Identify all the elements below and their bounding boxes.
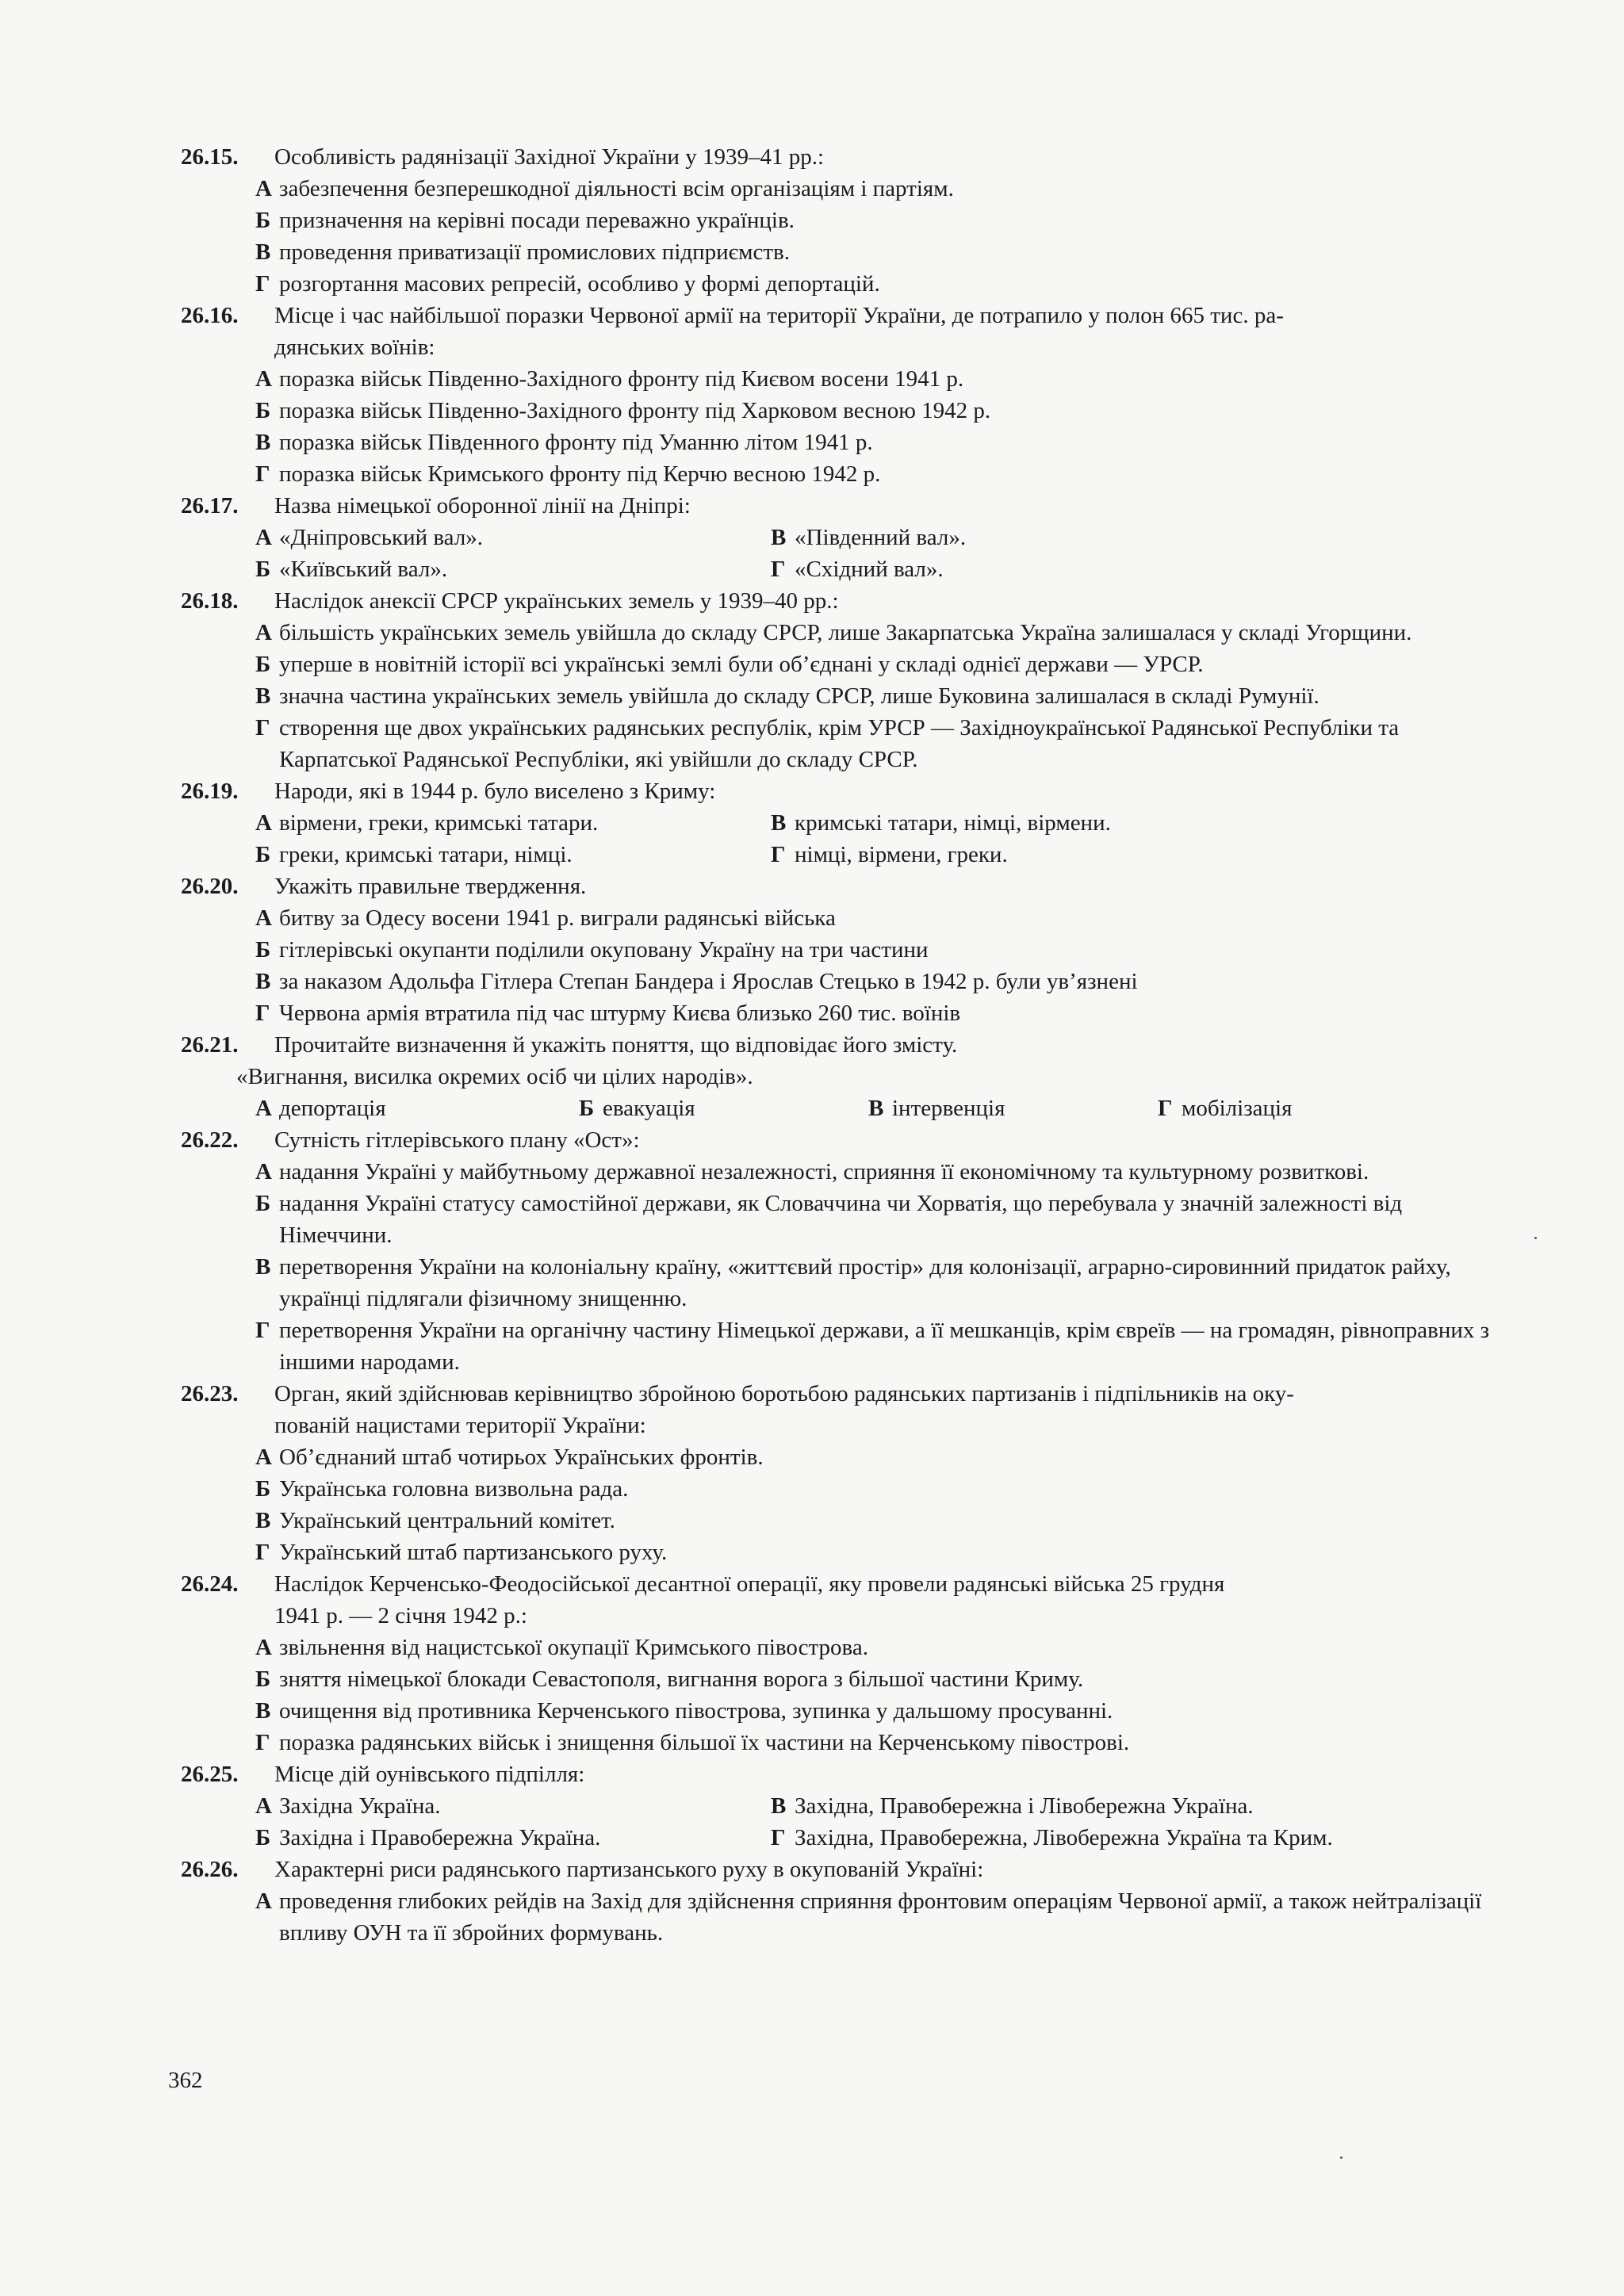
answer-option — [255, 205, 1497, 236]
answer-option — [255, 617, 1497, 649]
answer-option — [771, 1822, 1497, 1854]
option-text: депортація — [279, 1096, 386, 1121]
option-letter: В — [255, 683, 271, 709]
option-text: «Східний вал». — [795, 557, 944, 582]
question-line — [181, 490, 1497, 522]
answer-option — [771, 807, 1497, 839]
answer-option — [255, 966, 1497, 997]
option-text: Об’єднаний штаб чотирьох Українських фронтів. — [279, 1445, 764, 1470]
question-line — [181, 775, 1497, 807]
option-letter: Г — [771, 1825, 786, 1850]
option-letter: Б — [255, 1825, 271, 1850]
question-block — [181, 1758, 1497, 1854]
answer-option — [255, 1632, 1497, 1663]
question-number: 26.17. — [181, 493, 239, 519]
option-text: зняття німецької блокади Севастополя, вигнання ворога з більшої частини Криму. — [279, 1667, 1084, 1692]
option-text: більшість українських земель увійшла до складу СРСР, лише Закарпатська Україна залишалася у складі Угорщини. — [279, 620, 1412, 645]
answer-options — [181, 363, 1497, 490]
option-letter: Б — [255, 1476, 271, 1502]
option-letter: Г — [255, 715, 270, 740]
question-number: 26.24. — [181, 1571, 239, 1597]
option-text: значна частина українських земель увійшла до складу СРСР, лише Буковина залишалася в складі Румунії. — [279, 683, 1320, 709]
question-text: Народи, які в 1944 р. було виселено з Криму: — [274, 779, 716, 804]
option-letter: Г — [771, 842, 786, 867]
answer-option — [255, 934, 1497, 966]
option-letter: Г — [255, 1318, 270, 1343]
question-line — [181, 585, 1497, 617]
option-text: Західна Україна. — [279, 1793, 441, 1819]
answer-option — [771, 522, 1497, 553]
option-letter: А — [255, 176, 272, 201]
question-block — [181, 490, 1497, 585]
question-text: Орган, який здійснював керівництво збройною боротьбою радянських партизанів і підпільників на оку- — [274, 1381, 1294, 1406]
option-text: евакуація — [603, 1096, 695, 1121]
question-text: Наслідок анексії СРСР українських земель у 1939–40 рр.: — [274, 588, 839, 614]
option-text: проведення приватизації промислових підприємств. — [279, 239, 790, 265]
option-text: кримські татари, німці, вірмени. — [795, 810, 1111, 836]
option-letter: В — [255, 239, 271, 265]
answer-options — [181, 617, 1497, 775]
answer-option — [255, 1473, 1497, 1505]
option-text: гітлерівські окупанти поділили окуповану Україну на три частини — [279, 937, 929, 962]
question-number: 26.15. — [181, 144, 239, 170]
answer-option — [255, 427, 1497, 458]
option-letter: А — [255, 1096, 272, 1121]
questions-list — [181, 141, 1497, 1949]
option-letter: А — [255, 1159, 272, 1184]
answer-option — [255, 1885, 1497, 1949]
option-letter: В — [771, 525, 787, 550]
option-letter: Г — [255, 1730, 270, 1755]
question-line-continued — [181, 1600, 1497, 1632]
option-letter: А — [255, 1888, 272, 1914]
answer-option — [1158, 1093, 1497, 1124]
answer-option — [255, 807, 771, 839]
answer-option — [255, 236, 1497, 268]
question-block — [181, 300, 1497, 490]
option-letter: В — [771, 810, 787, 836]
option-text: очищення від противника Керченського півострова, зупинка у дальшому просуванні. — [279, 1698, 1113, 1724]
option-letter: А — [255, 810, 272, 836]
answer-option — [255, 1441, 1497, 1473]
question-block — [181, 1029, 1497, 1124]
option-letter: А — [255, 525, 272, 550]
answer-option — [255, 1727, 1497, 1758]
option-letter: В — [255, 1254, 271, 1280]
option-text: створення ще двох українських радянських республік, крім УРСР — Західноукраїнської Радянської Республіки та Карпатської Радянської Республіки, які увійшли до складу СРСР. — [279, 715, 1400, 772]
question-block — [181, 141, 1497, 300]
question-block — [181, 1378, 1497, 1568]
option-text: забезпечення безперешкодної діяльності всім організаціям і партіям. — [279, 176, 954, 201]
question-line — [181, 141, 1497, 173]
option-text: «Дніпровський вал». — [279, 525, 484, 550]
question-text: Місце і час найбільшої поразки Червоної армії на території України, де потрапило у полон 665 тис. ра- — [274, 303, 1284, 328]
answer-options-two-columns — [181, 522, 1497, 585]
answer-options-two-columns — [181, 1790, 1497, 1854]
option-letter: В — [868, 1096, 884, 1121]
option-letter: В — [255, 1508, 271, 1533]
option-text: надання Україні статусу самостійної держави, як Словаччина чи Хорватія, що перебувала у значній залежності від Німеччини. — [279, 1191, 1403, 1248]
option-text: Українська головна визвольна рада. — [279, 1476, 629, 1502]
answer-option — [255, 712, 1497, 775]
option-letter: В — [255, 969, 271, 994]
option-letter: А — [255, 1445, 272, 1470]
answer-option — [255, 1663, 1497, 1695]
answer-option — [255, 680, 1497, 712]
option-letter: Г — [771, 557, 786, 582]
option-letter: Г — [255, 461, 270, 487]
question-number: 26.18. — [181, 588, 239, 614]
question-number: 26.26. — [181, 1857, 239, 1882]
question-line — [181, 300, 1497, 331]
answer-option — [255, 649, 1497, 680]
question-block — [181, 585, 1497, 775]
answer-options — [181, 1156, 1497, 1378]
question-number: 26.19. — [181, 779, 239, 804]
answer-option — [255, 1314, 1497, 1378]
answer-option — [255, 1188, 1497, 1251]
option-text: поразка військ Кримського фронту під Керчю весною 1942 р. — [279, 461, 881, 487]
option-letter: В — [771, 1793, 787, 1819]
question-line — [181, 871, 1497, 902]
question-text: Наслідок Керченсько-Феодосійської десантної операції, яку провели радянські війська 25 грудня — [274, 1571, 1225, 1597]
option-letter: Г — [255, 1001, 270, 1026]
answer-option — [255, 1695, 1497, 1727]
answer-option — [255, 458, 1497, 490]
option-text: уперше в новітній історії всі українські землі були об’єднані у складі однієї держави — УРСР. — [279, 652, 1204, 677]
answer-options — [181, 173, 1497, 300]
option-letter: В — [255, 430, 271, 455]
answer-option — [771, 839, 1497, 871]
option-letter: Б — [579, 1096, 595, 1121]
option-text: Західна, Правобережна, Лівобережна Україна та Крим. — [795, 1825, 1333, 1850]
option-letter: Б — [255, 652, 271, 677]
option-letter: Г — [255, 271, 270, 297]
question-block — [181, 1854, 1497, 1949]
option-text: поразка радянських військ і знищення більшої їх частини на Керченському півострові. — [279, 1730, 1130, 1755]
option-text: поразка військ Південно-Західного фронту під Києвом восени 1941 р. — [279, 366, 964, 392]
answer-options — [181, 1885, 1497, 1949]
option-letter: Б — [255, 208, 271, 233]
question-line — [181, 1568, 1497, 1600]
question-block — [181, 1124, 1497, 1378]
question-text: Характерні риси радянського партизанського руху в окупованій Україні: — [274, 1857, 984, 1882]
question-number: 26.16. — [181, 303, 239, 328]
question-number: 26.25. — [181, 1762, 239, 1787]
option-text: Український штаб партизанського руху. — [279, 1540, 668, 1565]
option-letter: А — [255, 905, 272, 931]
option-letter: Б — [255, 1667, 271, 1692]
answer-option — [255, 1822, 771, 1854]
answer-option — [255, 1093, 579, 1124]
answer-options — [181, 1632, 1497, 1758]
option-text: перетворення України на органічну частину Німецької держави, а її мешканців, крім євреїв — на громадян, рівноправних з іншими народами. — [279, 1318, 1490, 1375]
question-text: Особливість радянізації Західної України у 1939–41 рр.: — [274, 144, 824, 170]
question-line — [181, 1758, 1497, 1790]
option-text: за наказом Адольфа Гітлера Степан Бандера і Ярослав Стецько в 1942 р. були ув’язнені — [279, 969, 1138, 994]
option-text: Західна, Правобережна і Лівобережна Україна. — [795, 1793, 1254, 1819]
question-text-continued: пованій нацистами території України: — [274, 1413, 646, 1438]
option-letter: Б — [255, 842, 271, 867]
scan-speck — [1340, 2156, 1342, 2159]
answer-option — [255, 997, 1497, 1029]
option-text: Західна і Правобережна Україна. — [279, 1825, 601, 1850]
question-text: Прочитайте визначення й укажіть поняття, що відповідає його змісту. — [274, 1032, 958, 1058]
answer-option — [579, 1093, 868, 1124]
question-text-continued: дянських воїнів: — [274, 335, 435, 360]
option-letter: А — [255, 366, 272, 392]
page-number: 362 — [168, 2068, 203, 2093]
answer-option — [255, 1536, 1497, 1568]
option-text: розгортання масових репресій, особливо у формі депортацій. — [279, 271, 880, 297]
answer-option — [255, 173, 1497, 205]
option-letter: Б — [255, 937, 271, 962]
answer-option — [771, 553, 1497, 585]
option-letter: Г — [255, 1540, 270, 1565]
answer-option — [255, 268, 1497, 300]
question-block — [181, 871, 1497, 1029]
option-text: мобілізація — [1182, 1096, 1293, 1121]
question-text: Укажіть правильне твердження. — [274, 874, 587, 899]
option-text: вірмени, греки, кримські татари. — [279, 810, 599, 836]
option-text: «Київський вал». — [279, 557, 448, 582]
option-letter: Б — [255, 1191, 271, 1216]
question-line — [181, 1854, 1497, 1885]
option-letter: А — [255, 620, 272, 645]
option-text: Український центральний комітет. — [279, 1508, 615, 1533]
question-line — [181, 1378, 1497, 1410]
scan-speck — [1534, 1237, 1537, 1239]
answer-option — [255, 1790, 771, 1822]
answer-option — [255, 363, 1497, 395]
question-number: 26.20. — [181, 874, 239, 899]
answer-options — [181, 902, 1497, 1029]
answer-option — [771, 1790, 1497, 1822]
question-number: 26.23. — [181, 1381, 239, 1406]
option-text: поразка військ Південно-Західного фронту під Харковом весною 1942 р. — [279, 398, 991, 423]
option-letter: А — [255, 1635, 272, 1660]
question-text: Сутність гітлерівського плану «Ост»: — [274, 1127, 640, 1153]
question-text-continued: 1941 р. — 2 січня 1942 р.: — [274, 1603, 527, 1628]
question-line — [181, 1029, 1497, 1061]
option-text: німці, вірмени, греки. — [795, 842, 1008, 867]
answer-option — [255, 902, 1497, 934]
answer-option — [255, 1251, 1497, 1314]
question-number: 26.21. — [181, 1032, 239, 1058]
option-text: призначення на керівні посади переважно українців. — [279, 208, 795, 233]
option-letter: Б — [255, 398, 271, 423]
option-text: надання Україні у майбутньому державної незалежності, сприяння її економічному та культурному розвиткові. — [279, 1159, 1369, 1184]
answer-option — [255, 395, 1497, 427]
question-block — [181, 775, 1497, 871]
answer-options — [181, 1441, 1497, 1568]
question-line-continued — [181, 1410, 1497, 1441]
question-text: Назва німецької оборонної лінії на Дніпрі: — [274, 493, 691, 519]
question-line — [181, 1124, 1497, 1156]
option-text: «Південний вал». — [795, 525, 967, 550]
question-block — [181, 1568, 1497, 1758]
answer-option — [255, 1156, 1497, 1188]
option-letter: Б — [255, 557, 271, 582]
question-text: Місце дій оунівського підпілля: — [274, 1762, 585, 1787]
option-text: інтервенція — [892, 1096, 1005, 1121]
option-text: греки, кримські татари, німці. — [279, 842, 573, 867]
answer-option — [255, 553, 771, 585]
option-text: поразка військ Південного фронту під Уманню літом 1941 р. — [279, 430, 873, 455]
option-letter: А — [255, 1793, 272, 1819]
definition-quote: «Вигнання, висилка окремих осіб чи цілих народів». — [236, 1064, 753, 1089]
option-text: битву за Одесу восени 1941 р. виграли радянські війська — [279, 905, 836, 931]
option-letter: В — [255, 1698, 271, 1724]
answer-option — [255, 839, 771, 871]
answer-option — [255, 1505, 1497, 1536]
option-text: перетворення України на колоніальну країну, «життєвий простір» для колонізації, аграрно-сировинний придаток райху, українці підлягали фізичному знищенню. — [279, 1254, 1451, 1311]
option-text: звільнення від нацистської окупації Кримського півострова. — [279, 1635, 868, 1660]
answer-options-four-columns — [181, 1093, 1497, 1124]
answer-option — [868, 1093, 1158, 1124]
question-number: 26.22. — [181, 1127, 239, 1153]
option-letter: Г — [1158, 1096, 1173, 1121]
option-text: Червона армія втратила під час штурму Києва близько 260 тис. воїнів — [279, 1001, 961, 1026]
question-line-continued — [181, 331, 1497, 363]
answer-option — [255, 522, 771, 553]
option-text: проведення глибоких рейдів на Захід для здійснення сприяння фронтовим операціям Червоної армії, а також нейтралізації впливу ОУН та її збройних формувань. — [279, 1888, 1482, 1946]
answer-options-two-columns — [181, 807, 1497, 871]
